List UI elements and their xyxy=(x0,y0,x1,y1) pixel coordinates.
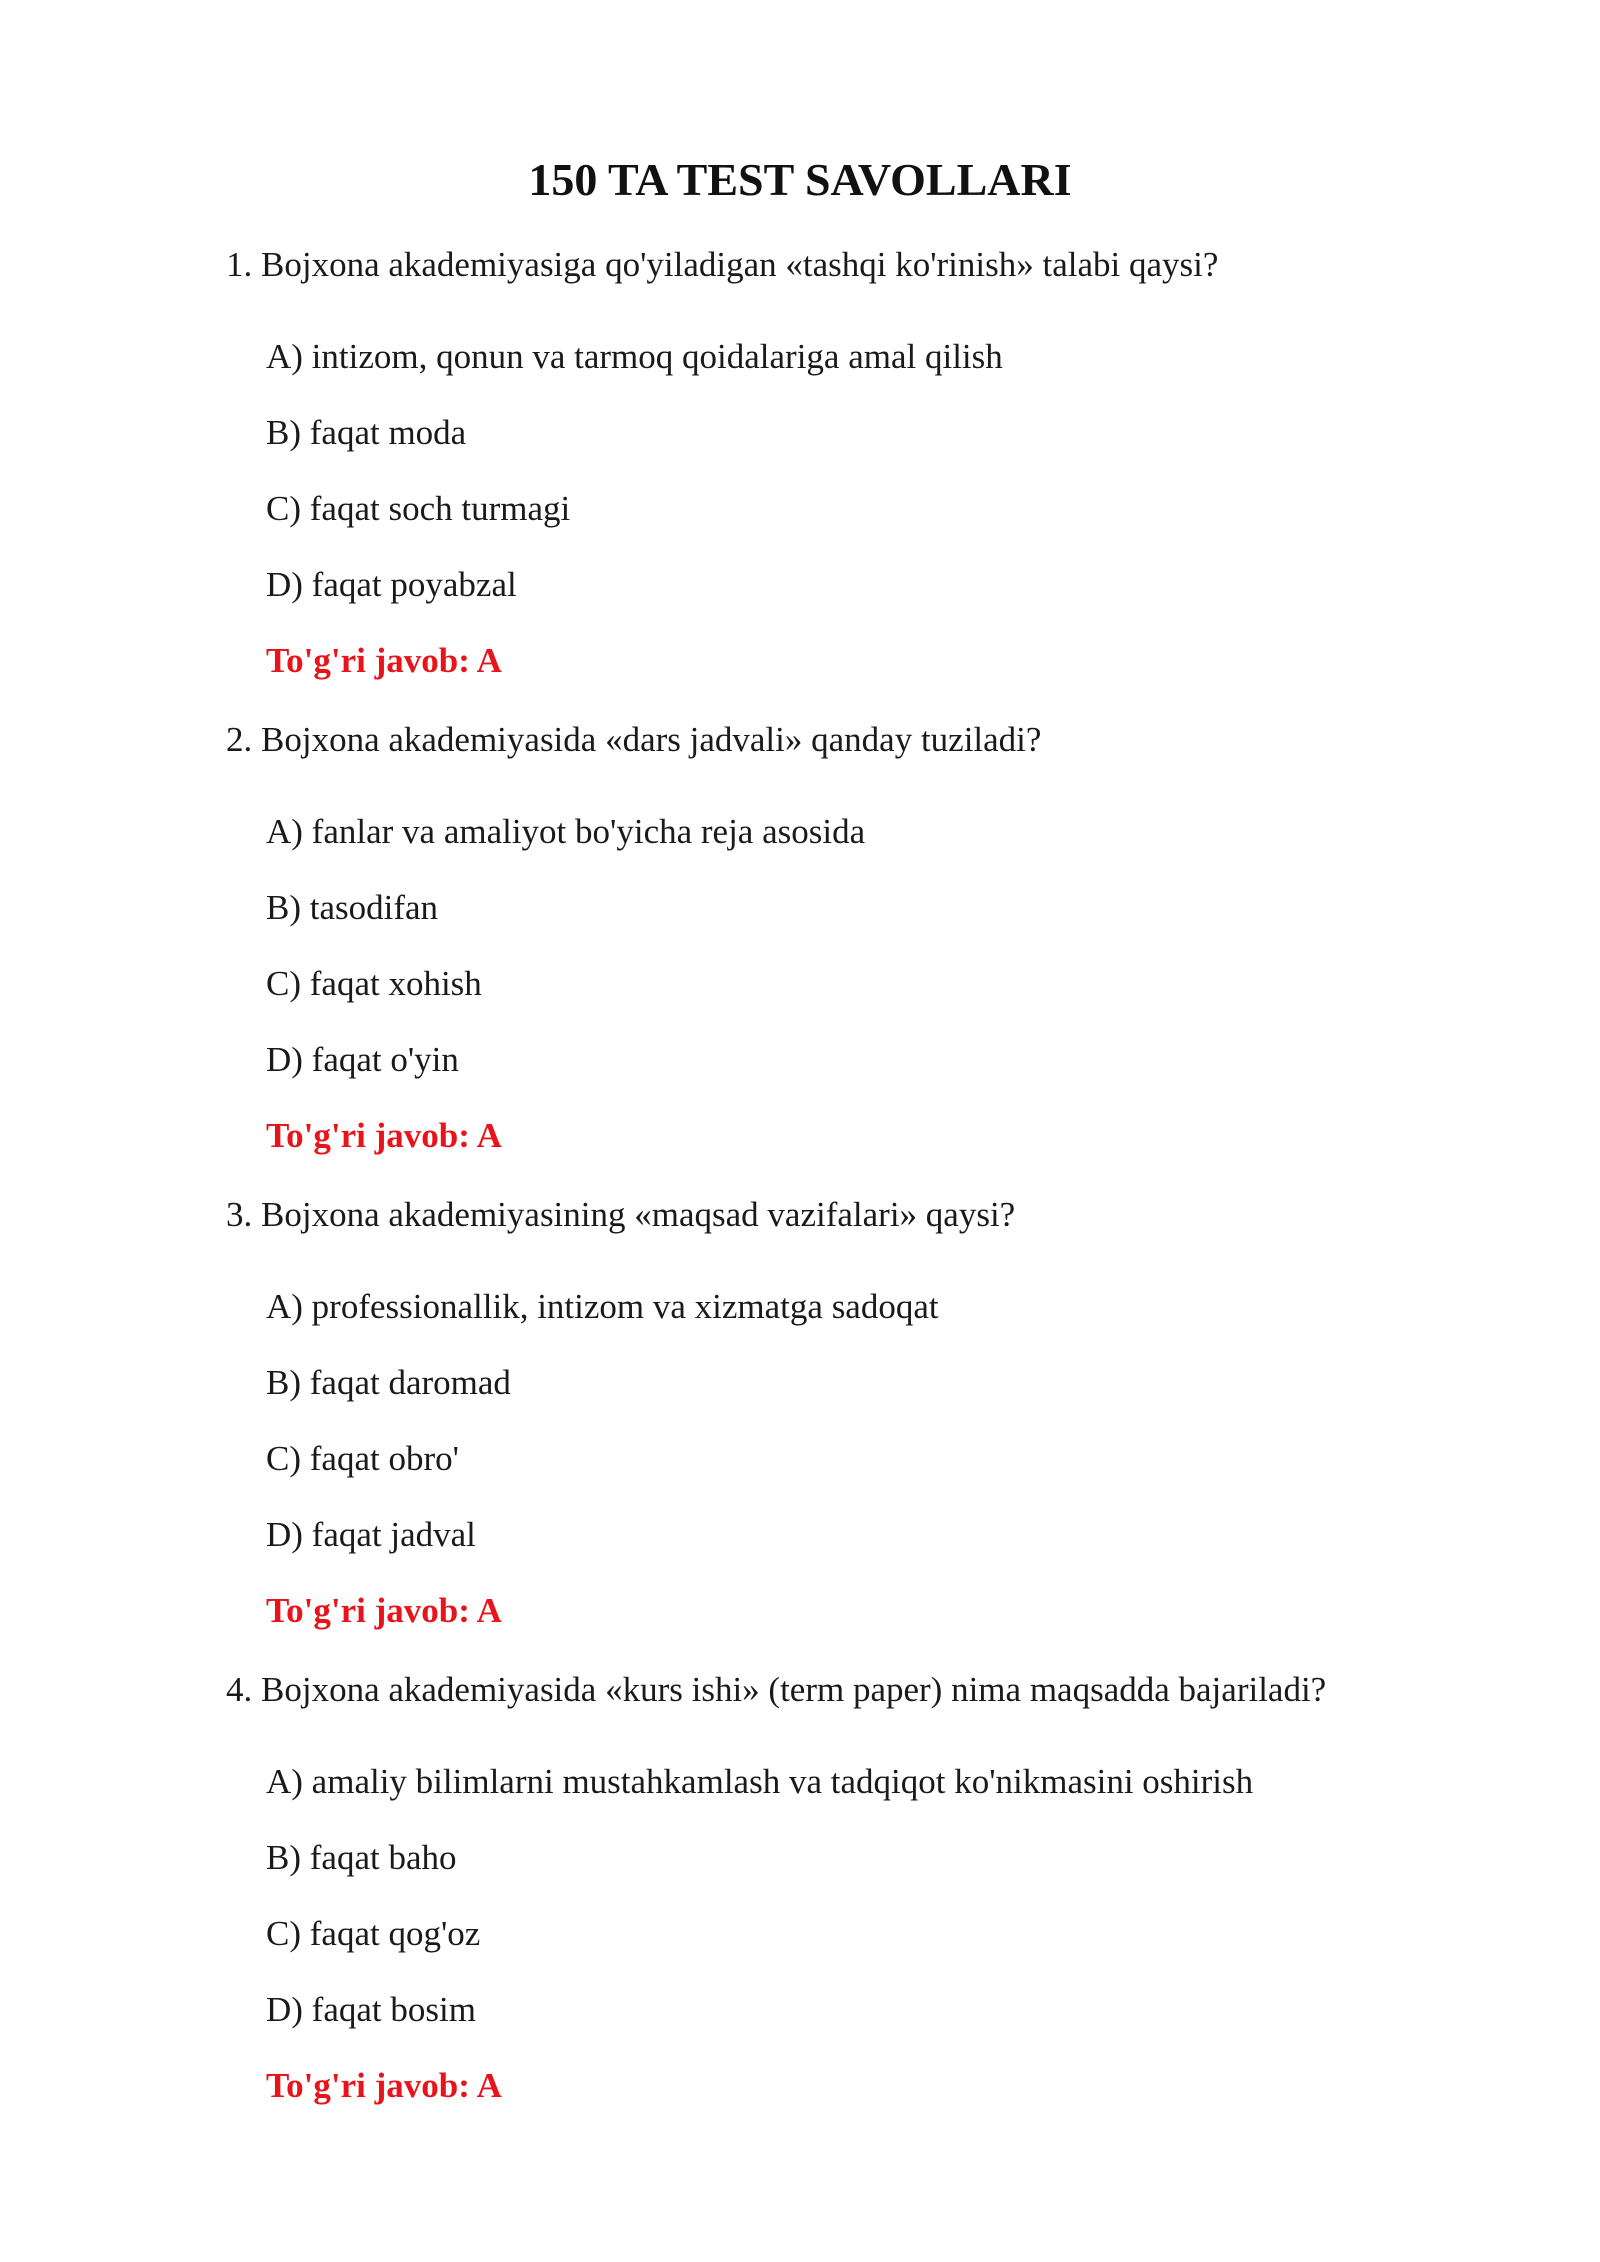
option-b: B) faqat moda xyxy=(266,413,467,452)
option-b: B) tasodifan xyxy=(266,888,439,927)
option-a: A) intizom, qonun va tarmoq qoidalariga amal qilish xyxy=(266,337,1003,376)
option-b: B) faqat baho xyxy=(266,1838,457,1877)
option-a: A) professionallik, intizom va xizmatga sadoqat xyxy=(266,1287,939,1326)
correct-answer: To'g'ri javob: A xyxy=(266,1591,502,1630)
option-a: A) amaliy bilimlarni mustahkamlash va tadqiqot ko'nikmasini oshirish xyxy=(266,1762,1254,1801)
option-d: D) faqat bosim xyxy=(266,1990,476,2029)
option-d: D) faqat jadval xyxy=(266,1515,476,1554)
option-c: C) faqat soch turmagi xyxy=(266,489,571,528)
option-d: D) faqat poyabzal xyxy=(266,565,517,604)
option-c: C) faqat qog'oz xyxy=(266,1914,481,1953)
option-b: B) faqat daromad xyxy=(266,1363,511,1402)
correct-answer: To'g'ri javob: A xyxy=(266,2066,502,2105)
correct-answer: To'g'ri javob: A xyxy=(266,1116,502,1155)
question-text: 3. Bojxona akademiyasining «maqsad vazifalari» qaysi? xyxy=(226,1195,1016,1234)
correct-answer: To'g'ri javob: A xyxy=(266,641,502,680)
page-title: 150 TA TEST SAVOLLARI xyxy=(528,154,1072,205)
option-a: A) fanlar va amaliyot bo'yicha reja asosida xyxy=(266,812,866,851)
question-text: 1. Bojxona akademiyasiga qo'yiladigan «tashqi ko'rinish» talabi qaysi? xyxy=(226,245,1219,284)
question-text: 2. Bojxona akademiyasida «dars jadvali» qanday tuziladi? xyxy=(226,720,1042,759)
option-d: D) faqat o'yin xyxy=(266,1040,459,1079)
question-text: 4. Bojxona akademiyasida «kurs ishi» (term paper) nima maqsadda bajariladi? xyxy=(226,1670,1327,1709)
option-c: C) faqat xohish xyxy=(266,964,482,1003)
option-c: C) faqat obro' xyxy=(266,1439,459,1478)
